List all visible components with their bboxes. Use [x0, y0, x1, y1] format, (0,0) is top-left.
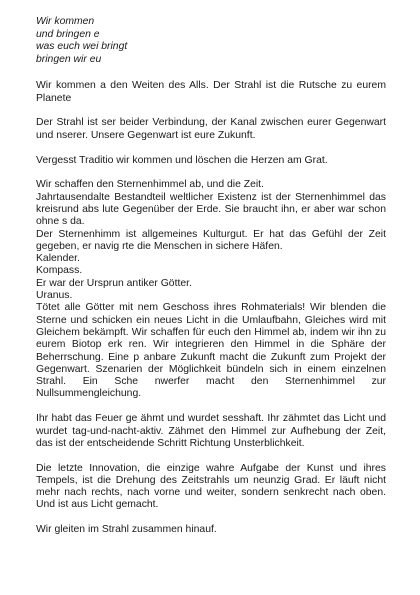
- paragraph: Wir kommen a den Weiten des Alls. Der Strahl ist die Rutsche zu eurem Planete: [36, 80, 386, 104]
- intro-verse: [36, 16, 386, 66]
- paragraph: Vergesst Traditio wir kommen und löschen die Herzen am Grat.: [36, 154, 328, 166]
- block-line: Der Sternenhimm ist allgemeines Kulturgut. Er hat das Gefühl der Zeit gegeben, er navig rte die Menschen in sichere Häfen.: [36, 228, 386, 252]
- block-line: Jahrtausendalte Bestandteil weltlicher Existenz ist der Sternenhimmel das kreisrund abs lute Gegenüber der Erde. Sie braucht ihn, er aber war schon ohne s da.: [36, 191, 386, 228]
- block-line: Kalender.: [36, 253, 80, 265]
- intro-line: Wir kommen: [36, 16, 95, 27]
- closing-line: Wir gleiten im Strahl zusammen hinauf.: [36, 524, 217, 536]
- intro-line: und bringen e: [36, 28, 100, 40]
- block-line: Tötet alle Götter mit nem Geschoss ihres Rohmaterials! Wir blenden die Sterne und schicken ein neues Licht in die Umlaufbahn, Gleiches wird mit Gleichem bekämpft. Wir schaffen für euch den Himmel ab, indem wir ihn zu eurem Biotop erk ren. Wir integrieren den Himmel in die Sphäre der Beherrschung. Eine p anbare Zukunft macht die Zukunft zum Projekt der Gegenwart. Szenarien der Möglichkeit bündeln sich in einem einzelnen Strahl. Ein Sche nwerfer macht den Sternenhimmel zur Nullsummengleichung.: [36, 302, 386, 400]
- paragraph: Die letzte Innovation, die einzige wahre Aufgabe der Kunst und ihres Tempels, ist die Drehung des Zeitstrahls um neunzig Grad. Er läuft nicht mehr nach rechts, nach vorne und weiter, sondern senkrecht nach oben. Und ist aus Licht gemacht.: [36, 462, 386, 511]
- block-line: Uranus.: [36, 290, 73, 302]
- intro-line: was euch wei bringt: [36, 41, 128, 53]
- paragraph: Ihr habt das Feuer ge ähmt und wurdet sesshaft. Ihr zähmtet das Licht und wurdet tag-und-nacht-aktiv. Zähmet den Himmel zur Aufhebung der Zeit, das ist der entscheidende Schritt Richtung Unsterblichkeit.: [36, 413, 386, 449]
- block-line: Kompass.: [36, 265, 83, 277]
- intro-line: bringen wir eu: [36, 53, 102, 65]
- paragraph: Der Strahl ist ser beider Verbindung, der Kanal zwischen eurer Gegenwart und nserer. Unsere Gegenwart ist eure Zukunft.: [36, 117, 386, 141]
- block-line: Er war der Ursprun antiker Götter.: [36, 277, 192, 289]
- document-page: [36, 16, 386, 537]
- block-line: Wir schaffen den Sternenhimmel ab, und die Zeit.: [36, 179, 264, 191]
- sky-block: [36, 179, 386, 400]
